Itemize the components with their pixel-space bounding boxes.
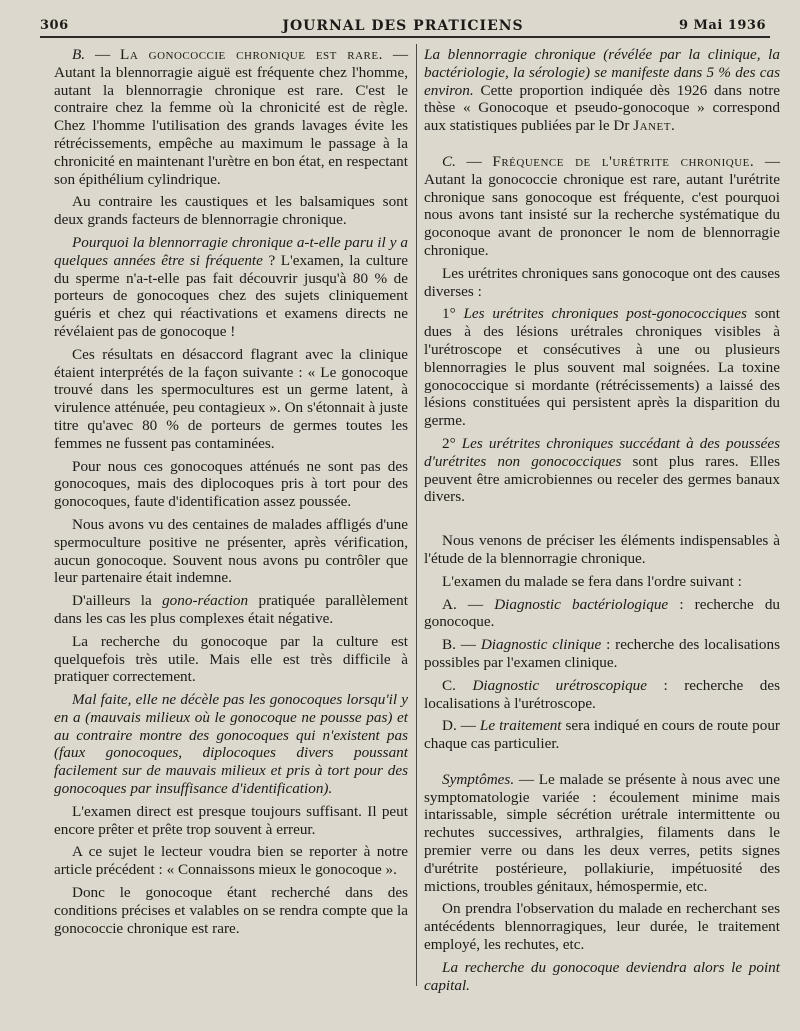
paragraph: Les urétrites chroniques sans gonocoque ont des causes diverses :	[424, 264, 780, 300]
question-paragraph: Pourquoi la blennorragie chronique a-t-elle paru il y a quelques années être si fréquente ? L'examen, la culture du sperme n'a-t-elle pas fait découvrir jusqu'à 80 % de porteurs de gonocoques chez des sujets cliniquement guéris et chez qui réactivations et examens directs ne révélaient pas de gonocoque !	[54, 233, 408, 340]
step-b: B. — Diagnostic clinique : recherche des localisations possibles par l'examen clinique.	[424, 636, 780, 671]
section-c-paragraph: C. — Fréquence de l'urétrite chronique. — Autant la gonococcie chronique est rare, autant l'urétrite chronique sans gonocoque est fréquente, c'est pourquoi nous avons tant insisté sur la recherche systématique du goconoque avant de prononcer le nom de blennorragie chronique.	[424, 152, 781, 259]
paragraph: Nous avons vu des centaines de malades affligés d'une spermoculture positive ne présenter, après vérification, aucun gonocoque. Souvent nous avons pu contrôler que leur partenaire était indemne.	[54, 515, 408, 587]
paragraph: Nous venons de préciser les éléments indispensables à l'étude de la blennorragie chronique.	[424, 532, 780, 567]
issue-date: 9 Mai 1936	[678, 18, 766, 33]
conclusion-paragraph: La recherche du gonocoque deviendra alors le point capital.	[424, 958, 780, 994]
statistics-paragraph: La blennorragie chronique (révélée par la clinique, la bactériologie, la sérologie) se manifeste dans 5 % des cas environ. Cette proportion indiquée dès 1926 dans notre thèse « Gonocoque et pseudo-gonocoque » correspond aux statistiques publiées par le Dr Janet.	[424, 46, 780, 135]
paragraph: A ce sujet le lecteur voudra bien se reporter à notre article précédent : « Connaissons mieux le gonocoque ».	[54, 843, 408, 879]
paragraph: Au contraire les caustiques et les balsamiques sont deux grands facteurs de blennorragie chronique.	[54, 193, 408, 229]
paragraph: L'examen direct est presque toujours suffisant. Il peut encore prêter et prête trop souvent à erreur.	[54, 802, 408, 838]
paragraph: L'examen du malade se fera dans l'ordre suivant :	[442, 572, 742, 590]
header-rule	[40, 36, 770, 38]
list-item: 1° Les urétrites chroniques post-gonococciques sont dues à des lésions urétrales chroniques visibles à l'urétroscope et consécutives à une ou plusieurs blennorragies le plus souvent mal soignées. La toxine gonococcique si mordante (rétrécissements) a laissé des lésions constituées qui persistent après la disparition du germe.	[424, 305, 780, 430]
left-column	[54, 46, 408, 942]
page-number: 306	[40, 18, 69, 33]
step-a: A. — Diagnostic bactériologique : recherche du gonocoque.	[424, 595, 781, 631]
paragraph: Donc le gonocoque étant recherché dans des conditions précises et valables on se rendra compte que la gonococcie chronique est rare.	[54, 884, 408, 937]
paragraph: Ces résultats en désaccord flagrant avec la clinique étaient interprétés de la façon suivante : « Le gonocoque trouvé dans les spermocultures est un germe latent, à virulence atténuée, peu contagieux ». On s'étonnait à juste titre qu'avec 80 % de porteurs de germes toutes les femmes ne fussent pas contaminées.	[54, 345, 408, 452]
journal-title: JOURNAL DES PRATICIENS	[282, 18, 524, 34]
paragraph: Pour nous ces gonocoques atténués ne sont pas des gonocoques, mais des diplocoques pris à tort pour des gonocoques, faute d'identification assez poussée.	[54, 457, 408, 511]
step-d: D. — Le traitement sera indiqué en cours de route pour chaque cas particulier.	[424, 717, 780, 753]
symptoms-paragraph: Symptômes. — Le malade se présente à nous avec une symptomatologie variée : écoulement minime mais intarissable, simple sécrétion urétrale intermittente ou rechutes successives, arthralgies, filaments dans le premier verre ou dans les deux verres, petits signes d'urétrite postérieure, pollakiurie, impétuosité des mictions, troubles génitaux, hémospermie, etc.	[424, 770, 780, 895]
column-divider	[416, 44, 417, 986]
step-c: C. Diagnostic urétroscopique : recherche des localisations à l'urétroscope.	[424, 676, 781, 712]
section-b-heading: La gonococcie chronique est rare.	[120, 46, 383, 63]
section-b-paragraph: B. — La gonococcie chronique est rare. — Autant la blennorragie aiguë est fréquente chez l'homme, autant la blennorragie chronique est rare. C'est le contraire chez la femme où la chronicité est de règle. Chez l'homme l'utilisation des grands lavages évite les rétrécissements, empêche au maximum le passage à la chronicité en maintenant l'urètre en bon état, en respectant son épithélium cylindrique.	[54, 46, 408, 188]
paragraph: La recherche du gonocoque par la culture est quelquefois très utile. Mais elle est très difficile à pratiquer correctement.	[54, 632, 408, 686]
page-header	[40, 14, 766, 36]
right-column	[424, 46, 780, 999]
gono-reaction-paragraph: D'ailleurs la gono-réaction pratiquée parallèlement dans les cas les plus complexes était négative.	[54, 592, 408, 627]
italic-paragraph: Mal faite, elle ne décèle pas les gonocoques lorsqu'il y en a (mauvais milieux où le gonocoque ne pousse pas) et au contraire montre des gonocoques qui n'existent pas (faux gonocoques, diplocoques divers poussant facilement sur de mauvais milieux et pris à tort pour des gonocoques par insuffisance d'identification).	[54, 691, 408, 798]
section-c-heading: Fréquence de l'urétrite chronique.	[492, 152, 755, 170]
paragraph: On prendra l'observation du malade en recherchant ses antécédents blennorragiques, leur durée, le traitement employé, les rechutes, etc.	[424, 900, 780, 954]
list-item: 2° Les urétrites chroniques succédant à des poussées d'urétrites non gonococciques sont plus rares. Elles peuvent être amicrobiennes ou receler des germes banaux divers.	[424, 434, 780, 506]
